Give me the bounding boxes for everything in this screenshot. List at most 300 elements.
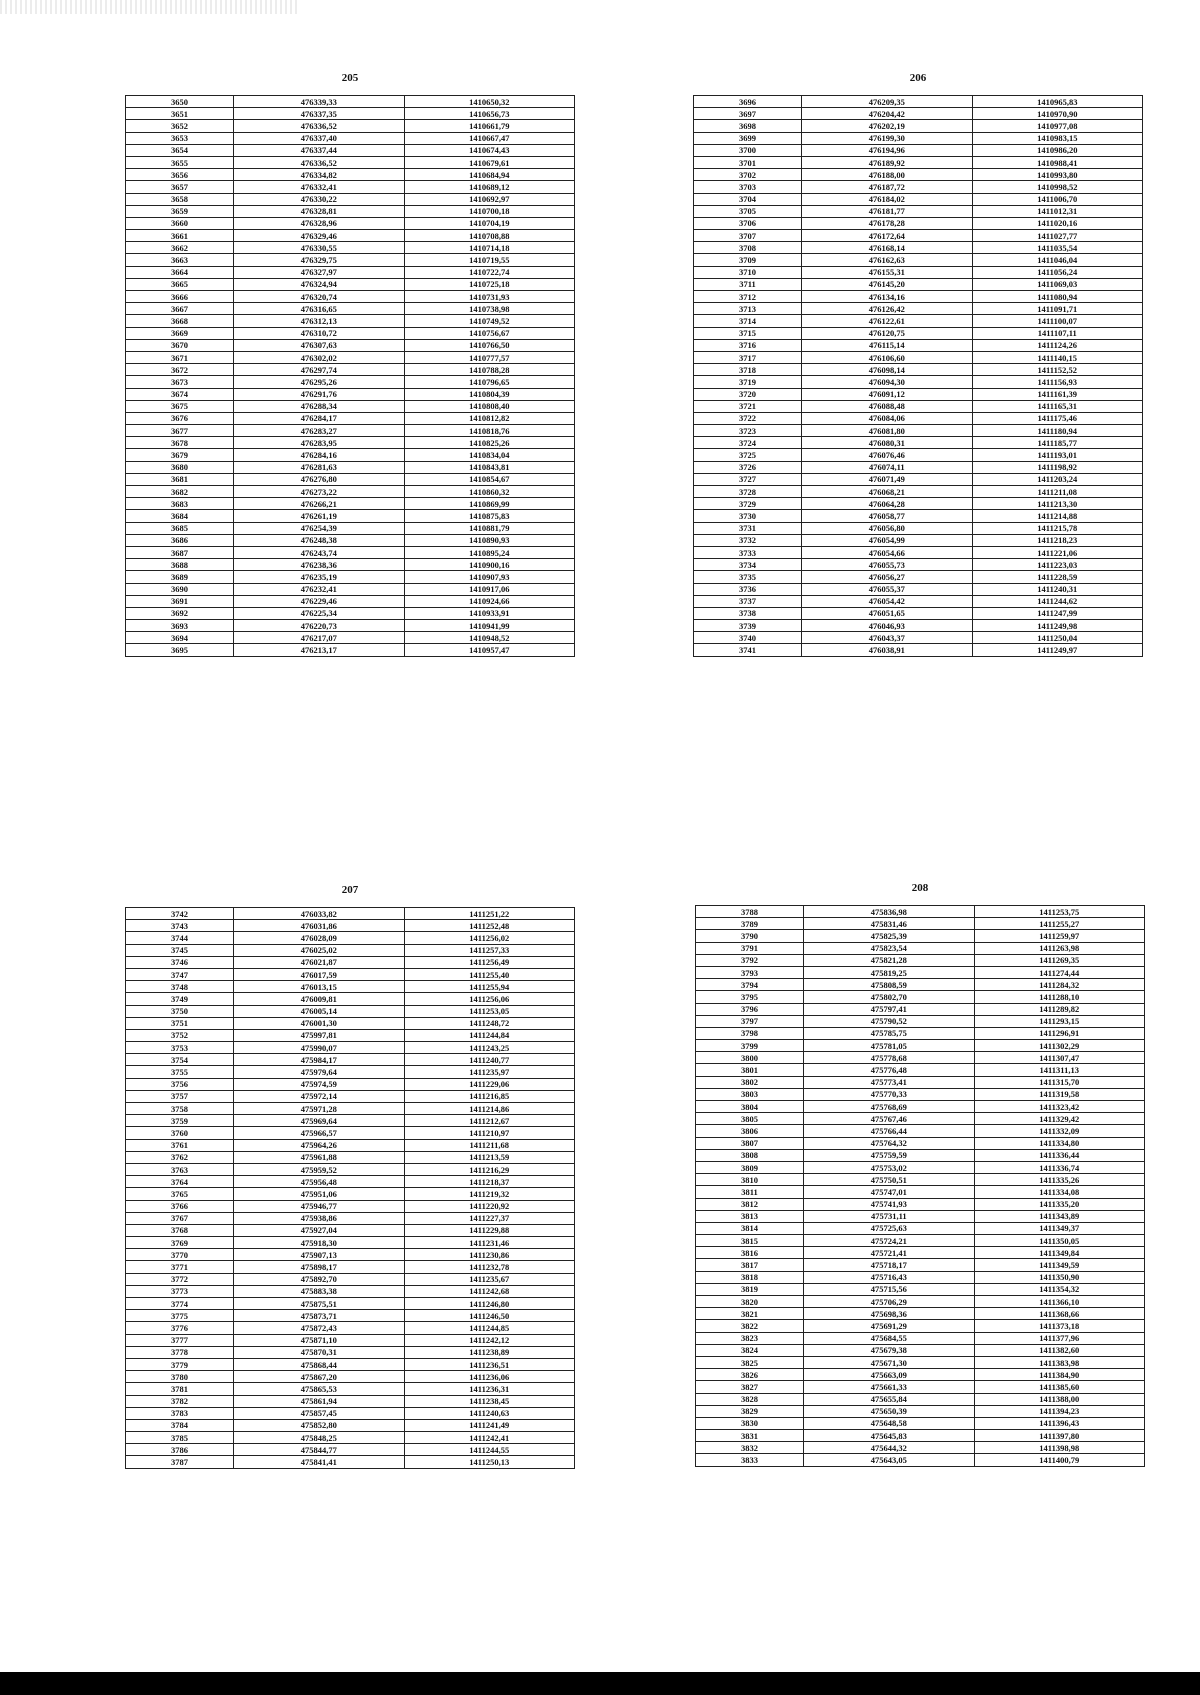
table-row xyxy=(696,1222,1145,1234)
point-number-cell: 3662 xyxy=(126,242,234,254)
x-coordinate-cell: 475802,70 xyxy=(804,991,974,1003)
x-coordinate-cell: 475898,17 xyxy=(234,1261,404,1273)
point-number-cell: 3760 xyxy=(126,1127,234,1139)
x-coordinate-cell: 475661,33 xyxy=(804,1381,974,1393)
y-coordinate-cell: 1411385,60 xyxy=(974,1381,1145,1393)
point-number-cell: 3706 xyxy=(694,217,802,229)
scan-bottom-border xyxy=(0,1672,1200,1695)
y-coordinate-cell: 1411211,08 xyxy=(972,486,1143,498)
x-coordinate-cell: 476178,28 xyxy=(802,217,972,229)
table-row xyxy=(696,942,1145,954)
y-coordinate-cell: 1411255,27 xyxy=(974,918,1145,930)
table-row xyxy=(126,571,575,583)
table-row xyxy=(126,388,575,400)
table-row xyxy=(694,193,1143,205)
point-number-cell: 3829 xyxy=(696,1405,804,1417)
x-coordinate-cell: 475961,88 xyxy=(234,1151,404,1163)
table-row xyxy=(126,473,575,485)
point-number-cell: 3687 xyxy=(126,546,234,558)
point-number-cell: 3717 xyxy=(694,351,802,363)
table-row xyxy=(696,1186,1145,1198)
y-coordinate-cell: 1411246,80 xyxy=(404,1298,575,1310)
table-row xyxy=(694,425,1143,437)
point-number-cell: 3819 xyxy=(696,1283,804,1295)
y-coordinate-cell: 1411212,67 xyxy=(404,1115,575,1127)
y-coordinate-cell: 1410808,40 xyxy=(404,400,575,412)
y-coordinate-cell: 1411302,29 xyxy=(974,1040,1145,1052)
point-number-cell: 3681 xyxy=(126,473,234,485)
point-number-cell: 3660 xyxy=(126,217,234,229)
point-number-cell: 3742 xyxy=(126,908,234,920)
y-coordinate-cell: 1411250,04 xyxy=(972,632,1143,644)
table-row xyxy=(694,266,1143,278)
x-coordinate-cell: 476145,20 xyxy=(802,278,972,290)
point-number-cell: 3712 xyxy=(694,291,802,303)
x-coordinate-cell: 475770,33 xyxy=(804,1088,974,1100)
y-coordinate-cell: 1410869,99 xyxy=(404,498,575,510)
point-number-cell: 3826 xyxy=(696,1369,804,1381)
point-number-cell: 3694 xyxy=(126,632,234,644)
point-number-cell: 3685 xyxy=(126,522,234,534)
y-coordinate-cell: 1411288,10 xyxy=(974,991,1145,1003)
point-number-cell: 3802 xyxy=(696,1076,804,1088)
table-row xyxy=(126,1224,575,1236)
x-coordinate-cell: 476054,42 xyxy=(802,595,972,607)
point-number-cell: 3718 xyxy=(694,364,802,376)
table-row xyxy=(126,1127,575,1139)
x-coordinate-cell: 476038,91 xyxy=(802,644,972,656)
x-coordinate-cell: 476328,81 xyxy=(234,205,404,217)
scan-artifact xyxy=(0,0,300,14)
y-coordinate-cell: 1410854,67 xyxy=(404,473,575,485)
point-number-cell: 3652 xyxy=(126,120,234,132)
x-coordinate-cell: 476074,11 xyxy=(802,461,972,473)
point-number-cell: 3690 xyxy=(126,583,234,595)
point-number-cell: 3672 xyxy=(126,364,234,376)
y-coordinate-cell: 1411366,10 xyxy=(974,1296,1145,1308)
y-coordinate-cell: 1411236,51 xyxy=(404,1358,575,1370)
point-number-cell: 3730 xyxy=(694,510,802,522)
x-coordinate-cell: 476254,39 xyxy=(234,522,404,534)
y-coordinate-cell: 1411012,31 xyxy=(972,205,1143,217)
table-row xyxy=(126,1054,575,1066)
x-coordinate-cell: 476122,61 xyxy=(802,315,972,327)
y-coordinate-cell: 1410977,08 xyxy=(972,120,1143,132)
point-number-cell: 3808 xyxy=(696,1149,804,1161)
table-row xyxy=(126,1200,575,1212)
y-coordinate-cell: 1411231,46 xyxy=(404,1237,575,1249)
point-number-cell: 3767 xyxy=(126,1212,234,1224)
point-number-cell: 3818 xyxy=(696,1271,804,1283)
y-coordinate-cell: 1411329,42 xyxy=(974,1113,1145,1125)
x-coordinate-cell: 475718,17 xyxy=(804,1259,974,1271)
x-coordinate-cell: 476283,27 xyxy=(234,425,404,437)
point-number-cell: 3715 xyxy=(694,327,802,339)
table-row xyxy=(696,1296,1145,1308)
table-row xyxy=(126,1188,575,1200)
table-row xyxy=(694,546,1143,558)
table-row xyxy=(694,522,1143,534)
y-coordinate-cell: 1410656,73 xyxy=(404,108,575,120)
x-coordinate-cell: 475645,83 xyxy=(804,1430,974,1442)
point-number-cell: 3675 xyxy=(126,400,234,412)
table-row xyxy=(126,1090,575,1102)
x-coordinate-cell: 475971,28 xyxy=(234,1103,404,1115)
table-row xyxy=(696,1198,1145,1210)
table-row xyxy=(696,1393,1145,1405)
table-row xyxy=(694,144,1143,156)
x-coordinate-cell: 476235,19 xyxy=(234,571,404,583)
y-coordinate-cell: 1411256,06 xyxy=(404,993,575,1005)
x-coordinate-cell: 476056,27 xyxy=(802,571,972,583)
table-row xyxy=(696,1247,1145,1259)
x-coordinate-cell: 475643,05 xyxy=(804,1454,974,1466)
y-coordinate-cell: 1410796,65 xyxy=(404,376,575,388)
table-row xyxy=(126,1042,575,1054)
point-number-cell: 3782 xyxy=(126,1395,234,1407)
point-number-cell: 3833 xyxy=(696,1454,804,1466)
table-row xyxy=(696,1076,1145,1088)
y-coordinate-cell: 1410948,52 xyxy=(404,632,575,644)
table-row xyxy=(696,1271,1145,1283)
point-number-cell: 3697 xyxy=(694,108,802,120)
x-coordinate-cell: 475753,02 xyxy=(804,1161,974,1173)
y-coordinate-cell: 1411334,08 xyxy=(974,1186,1145,1198)
y-coordinate-cell: 1411247,99 xyxy=(972,607,1143,619)
table-row xyxy=(126,437,575,449)
point-number-cell: 3724 xyxy=(694,437,802,449)
y-coordinate-cell: 1410860,32 xyxy=(404,486,575,498)
y-coordinate-cell: 1411349,37 xyxy=(974,1222,1145,1234)
point-number-cell: 3780 xyxy=(126,1371,234,1383)
y-coordinate-cell: 1411175,46 xyxy=(972,412,1143,424)
point-number-cell: 3810 xyxy=(696,1174,804,1186)
point-number-cell: 3762 xyxy=(126,1151,234,1163)
point-number-cell: 3784 xyxy=(126,1419,234,1431)
y-coordinate-cell: 1410704,19 xyxy=(404,217,575,229)
y-coordinate-cell: 1411315,70 xyxy=(974,1076,1145,1088)
table-row xyxy=(126,327,575,339)
y-coordinate-cell: 1411203,24 xyxy=(972,473,1143,485)
point-number-cell: 3698 xyxy=(694,120,802,132)
point-number-cell: 3746 xyxy=(126,956,234,968)
y-coordinate-cell: 1411256,49 xyxy=(404,956,575,968)
x-coordinate-cell: 476307,63 xyxy=(234,339,404,351)
table-row xyxy=(696,1320,1145,1332)
point-number-cell: 3828 xyxy=(696,1393,804,1405)
point-number-cell: 3654 xyxy=(126,144,234,156)
x-coordinate-cell: 475790,52 xyxy=(804,1015,974,1027)
y-coordinate-cell: 1411336,44 xyxy=(974,1149,1145,1161)
x-coordinate-cell: 475867,20 xyxy=(234,1371,404,1383)
x-coordinate-cell: 476281,63 xyxy=(234,461,404,473)
point-number-cell: 3804 xyxy=(696,1101,804,1113)
x-coordinate-cell: 476001,30 xyxy=(234,1017,404,1029)
point-number-cell: 3743 xyxy=(126,920,234,932)
point-number-cell: 3756 xyxy=(126,1078,234,1090)
y-coordinate-cell: 1410667,47 xyxy=(404,132,575,144)
y-coordinate-cell: 1411229,88 xyxy=(404,1224,575,1236)
y-coordinate-cell: 1411107,11 xyxy=(972,327,1143,339)
x-coordinate-cell: 476320,74 xyxy=(234,291,404,303)
x-coordinate-cell: 476209,35 xyxy=(802,96,972,108)
table-row xyxy=(126,303,575,315)
point-number-cell: 3665 xyxy=(126,278,234,290)
point-number-cell: 3748 xyxy=(126,981,234,993)
table-row xyxy=(126,181,575,193)
y-coordinate-cell: 1410907,93 xyxy=(404,571,575,583)
y-coordinate-cell: 1411350,05 xyxy=(974,1235,1145,1247)
x-coordinate-cell: 475857,45 xyxy=(234,1407,404,1419)
y-coordinate-cell: 1411397,80 xyxy=(974,1430,1145,1442)
y-coordinate-cell: 1411216,85 xyxy=(404,1090,575,1102)
point-number-cell: 3814 xyxy=(696,1222,804,1234)
y-coordinate-cell: 1411221,06 xyxy=(972,546,1143,558)
y-coordinate-cell: 1411124,26 xyxy=(972,339,1143,351)
x-coordinate-cell: 476243,74 xyxy=(234,546,404,558)
y-coordinate-cell: 1411319,58 xyxy=(974,1088,1145,1100)
x-coordinate-cell: 476330,22 xyxy=(234,193,404,205)
y-coordinate-cell: 1411140,15 xyxy=(972,351,1143,363)
point-number-cell: 3812 xyxy=(696,1198,804,1210)
table-row xyxy=(126,156,575,168)
x-coordinate-cell: 476021,87 xyxy=(234,956,404,968)
point-number-cell: 3768 xyxy=(126,1224,234,1236)
point-number-cell: 3682 xyxy=(126,486,234,498)
point-number-cell: 3775 xyxy=(126,1310,234,1322)
x-coordinate-cell: 475852,80 xyxy=(234,1419,404,1431)
table-row xyxy=(126,644,575,656)
table-row xyxy=(694,217,1143,229)
x-coordinate-cell: 476168,14 xyxy=(802,242,972,254)
point-number-cell: 3777 xyxy=(126,1334,234,1346)
point-number-cell: 3772 xyxy=(126,1273,234,1285)
x-coordinate-cell: 476284,16 xyxy=(234,449,404,461)
table-row xyxy=(126,1066,575,1078)
point-number-cell: 3699 xyxy=(694,132,802,144)
point-number-cell: 3776 xyxy=(126,1322,234,1334)
y-coordinate-cell: 1411251,22 xyxy=(404,908,575,920)
table-row xyxy=(696,1308,1145,1320)
point-number-cell: 3650 xyxy=(126,96,234,108)
table-row xyxy=(126,291,575,303)
y-coordinate-cell: 1410756,67 xyxy=(404,327,575,339)
table-row xyxy=(126,254,575,266)
y-coordinate-cell: 1411218,37 xyxy=(404,1176,575,1188)
y-coordinate-cell: 1411336,74 xyxy=(974,1161,1145,1173)
x-coordinate-cell: 476005,14 xyxy=(234,1005,404,1017)
table-row xyxy=(694,632,1143,644)
x-coordinate-cell: 475907,13 xyxy=(234,1249,404,1261)
x-coordinate-cell: 475764,32 xyxy=(804,1137,974,1149)
x-coordinate-cell: 475964,26 xyxy=(234,1139,404,1151)
table-row xyxy=(696,1015,1145,1027)
point-number-cell: 3680 xyxy=(126,461,234,473)
y-coordinate-cell: 1411249,97 xyxy=(972,644,1143,656)
table-row xyxy=(126,944,575,956)
x-coordinate-cell: 476098,14 xyxy=(802,364,972,376)
y-coordinate-cell: 1411198,92 xyxy=(972,461,1143,473)
y-coordinate-cell: 1410689,12 xyxy=(404,181,575,193)
point-number-cell: 3796 xyxy=(696,1003,804,1015)
point-number-cell: 3666 xyxy=(126,291,234,303)
coordinates-table xyxy=(125,95,575,657)
y-coordinate-cell: 1411350,90 xyxy=(974,1271,1145,1283)
x-coordinate-cell: 476329,75 xyxy=(234,254,404,266)
point-number-cell: 3791 xyxy=(696,942,804,954)
y-coordinate-cell: 1411213,59 xyxy=(404,1151,575,1163)
x-coordinate-cell: 475841,41 xyxy=(234,1456,404,1468)
x-coordinate-cell: 476088,48 xyxy=(802,400,972,412)
table-row xyxy=(694,291,1143,303)
table-row xyxy=(126,120,575,132)
x-coordinate-cell: 475655,84 xyxy=(804,1393,974,1405)
table-row xyxy=(126,1212,575,1224)
y-coordinate-cell: 1411152,52 xyxy=(972,364,1143,376)
point-number-cell: 3736 xyxy=(694,583,802,595)
table-row xyxy=(126,546,575,558)
point-number-cell: 3689 xyxy=(126,571,234,583)
x-coordinate-cell: 475861,94 xyxy=(234,1395,404,1407)
point-number-cell: 3799 xyxy=(696,1040,804,1052)
y-coordinate-cell: 1411100,07 xyxy=(972,315,1143,327)
y-coordinate-cell: 1411240,31 xyxy=(972,583,1143,595)
y-coordinate-cell: 1410749,52 xyxy=(404,315,575,327)
point-number-cell: 3755 xyxy=(126,1066,234,1078)
x-coordinate-cell: 476225,34 xyxy=(234,607,404,619)
point-number-cell: 3693 xyxy=(126,620,234,632)
x-coordinate-cell: 476046,93 xyxy=(802,620,972,632)
point-number-cell: 3664 xyxy=(126,266,234,278)
y-coordinate-cell: 1411323,42 xyxy=(974,1101,1145,1113)
x-coordinate-cell: 475776,48 xyxy=(804,1064,974,1076)
point-number-cell: 3830 xyxy=(696,1417,804,1429)
y-coordinate-cell: 1411210,97 xyxy=(404,1127,575,1139)
y-coordinate-cell: 1411244,85 xyxy=(404,1322,575,1334)
y-coordinate-cell: 1411335,20 xyxy=(974,1198,1145,1210)
x-coordinate-cell: 475778,68 xyxy=(804,1052,974,1064)
x-coordinate-cell: 476043,37 xyxy=(802,632,972,644)
y-coordinate-cell: 1410970,90 xyxy=(972,108,1143,120)
y-coordinate-cell: 1410983,15 xyxy=(972,132,1143,144)
y-coordinate-cell: 1411238,45 xyxy=(404,1395,575,1407)
point-number-cell: 3720 xyxy=(694,388,802,400)
x-coordinate-cell: 476238,36 xyxy=(234,559,404,571)
table-row xyxy=(694,181,1143,193)
table-row xyxy=(126,1346,575,1358)
x-coordinate-cell: 475918,30 xyxy=(234,1237,404,1249)
y-coordinate-cell: 1410722,74 xyxy=(404,266,575,278)
table-row xyxy=(694,571,1143,583)
y-coordinate-cell: 1411349,59 xyxy=(974,1259,1145,1271)
point-number-cell: 3801 xyxy=(696,1064,804,1076)
table-row xyxy=(126,278,575,290)
y-coordinate-cell: 1411236,06 xyxy=(404,1371,575,1383)
table-row xyxy=(126,1407,575,1419)
point-number-cell: 3750 xyxy=(126,1005,234,1017)
table-row xyxy=(696,1417,1145,1429)
table-row xyxy=(126,1383,575,1395)
table-row xyxy=(126,620,575,632)
y-coordinate-cell: 1411255,40 xyxy=(404,968,575,980)
x-coordinate-cell: 476051,65 xyxy=(802,607,972,619)
x-coordinate-cell: 475871,10 xyxy=(234,1334,404,1346)
y-coordinate-cell: 1410924,66 xyxy=(404,595,575,607)
x-coordinate-cell: 475997,81 xyxy=(234,1029,404,1041)
x-coordinate-cell: 475974,59 xyxy=(234,1078,404,1090)
x-coordinate-cell: 476031,86 xyxy=(234,920,404,932)
table-row xyxy=(694,498,1143,510)
y-coordinate-cell: 1410998,52 xyxy=(972,181,1143,193)
table-row xyxy=(696,918,1145,930)
x-coordinate-cell: 476172,64 xyxy=(802,230,972,242)
table-row xyxy=(694,156,1143,168)
y-coordinate-cell: 1410843,81 xyxy=(404,461,575,473)
y-coordinate-cell: 1411193,01 xyxy=(972,449,1143,461)
x-coordinate-cell: 476199,30 xyxy=(802,132,972,144)
table-row xyxy=(696,930,1145,942)
x-coordinate-cell: 475768,69 xyxy=(804,1101,974,1113)
table-row xyxy=(126,230,575,242)
x-coordinate-cell: 476028,09 xyxy=(234,932,404,944)
table-row xyxy=(694,254,1143,266)
table-row xyxy=(694,486,1143,498)
point-number-cell: 3663 xyxy=(126,254,234,266)
x-coordinate-cell: 476071,49 xyxy=(802,473,972,485)
table-row xyxy=(696,1125,1145,1137)
x-coordinate-cell: 475716,43 xyxy=(804,1271,974,1283)
table-row xyxy=(126,1103,575,1115)
x-coordinate-cell: 475979,64 xyxy=(234,1066,404,1078)
point-number-cell: 3773 xyxy=(126,1285,234,1297)
x-coordinate-cell: 475644,32 xyxy=(804,1442,974,1454)
table-row xyxy=(126,1285,575,1297)
y-coordinate-cell: 1411354,32 xyxy=(974,1283,1145,1295)
point-number-cell: 3770 xyxy=(126,1249,234,1261)
x-coordinate-cell: 475715,56 xyxy=(804,1283,974,1295)
table-row xyxy=(696,979,1145,991)
x-coordinate-cell: 475872,43 xyxy=(234,1322,404,1334)
y-coordinate-cell: 1411161,39 xyxy=(972,388,1143,400)
x-coordinate-cell: 476328,96 xyxy=(234,217,404,229)
y-coordinate-cell: 1411242,41 xyxy=(404,1432,575,1444)
y-coordinate-cell: 1411343,89 xyxy=(974,1210,1145,1222)
x-coordinate-cell: 475875,51 xyxy=(234,1298,404,1310)
x-coordinate-cell: 476115,14 xyxy=(802,339,972,351)
y-coordinate-cell: 1411219,32 xyxy=(404,1188,575,1200)
page-207 xyxy=(125,883,575,1469)
y-coordinate-cell: 1411180,94 xyxy=(972,425,1143,437)
table-row xyxy=(126,1322,575,1334)
x-coordinate-cell: 475781,05 xyxy=(804,1040,974,1052)
x-coordinate-cell: 475972,14 xyxy=(234,1090,404,1102)
y-coordinate-cell: 1410700,18 xyxy=(404,205,575,217)
y-coordinate-cell: 1411214,86 xyxy=(404,1103,575,1115)
page-206 xyxy=(693,71,1143,657)
table-row xyxy=(126,169,575,181)
point-number-cell: 3822 xyxy=(696,1320,804,1332)
x-coordinate-cell: 476013,15 xyxy=(234,981,404,993)
y-coordinate-cell: 1411244,62 xyxy=(972,595,1143,607)
x-coordinate-cell: 476187,72 xyxy=(802,181,972,193)
y-coordinate-cell: 1410692,97 xyxy=(404,193,575,205)
table-row xyxy=(126,595,575,607)
point-number-cell: 3703 xyxy=(694,181,802,193)
table-row xyxy=(696,1405,1145,1417)
point-number-cell: 3800 xyxy=(696,1052,804,1064)
table-row xyxy=(126,1456,575,1468)
table-row xyxy=(694,230,1143,242)
